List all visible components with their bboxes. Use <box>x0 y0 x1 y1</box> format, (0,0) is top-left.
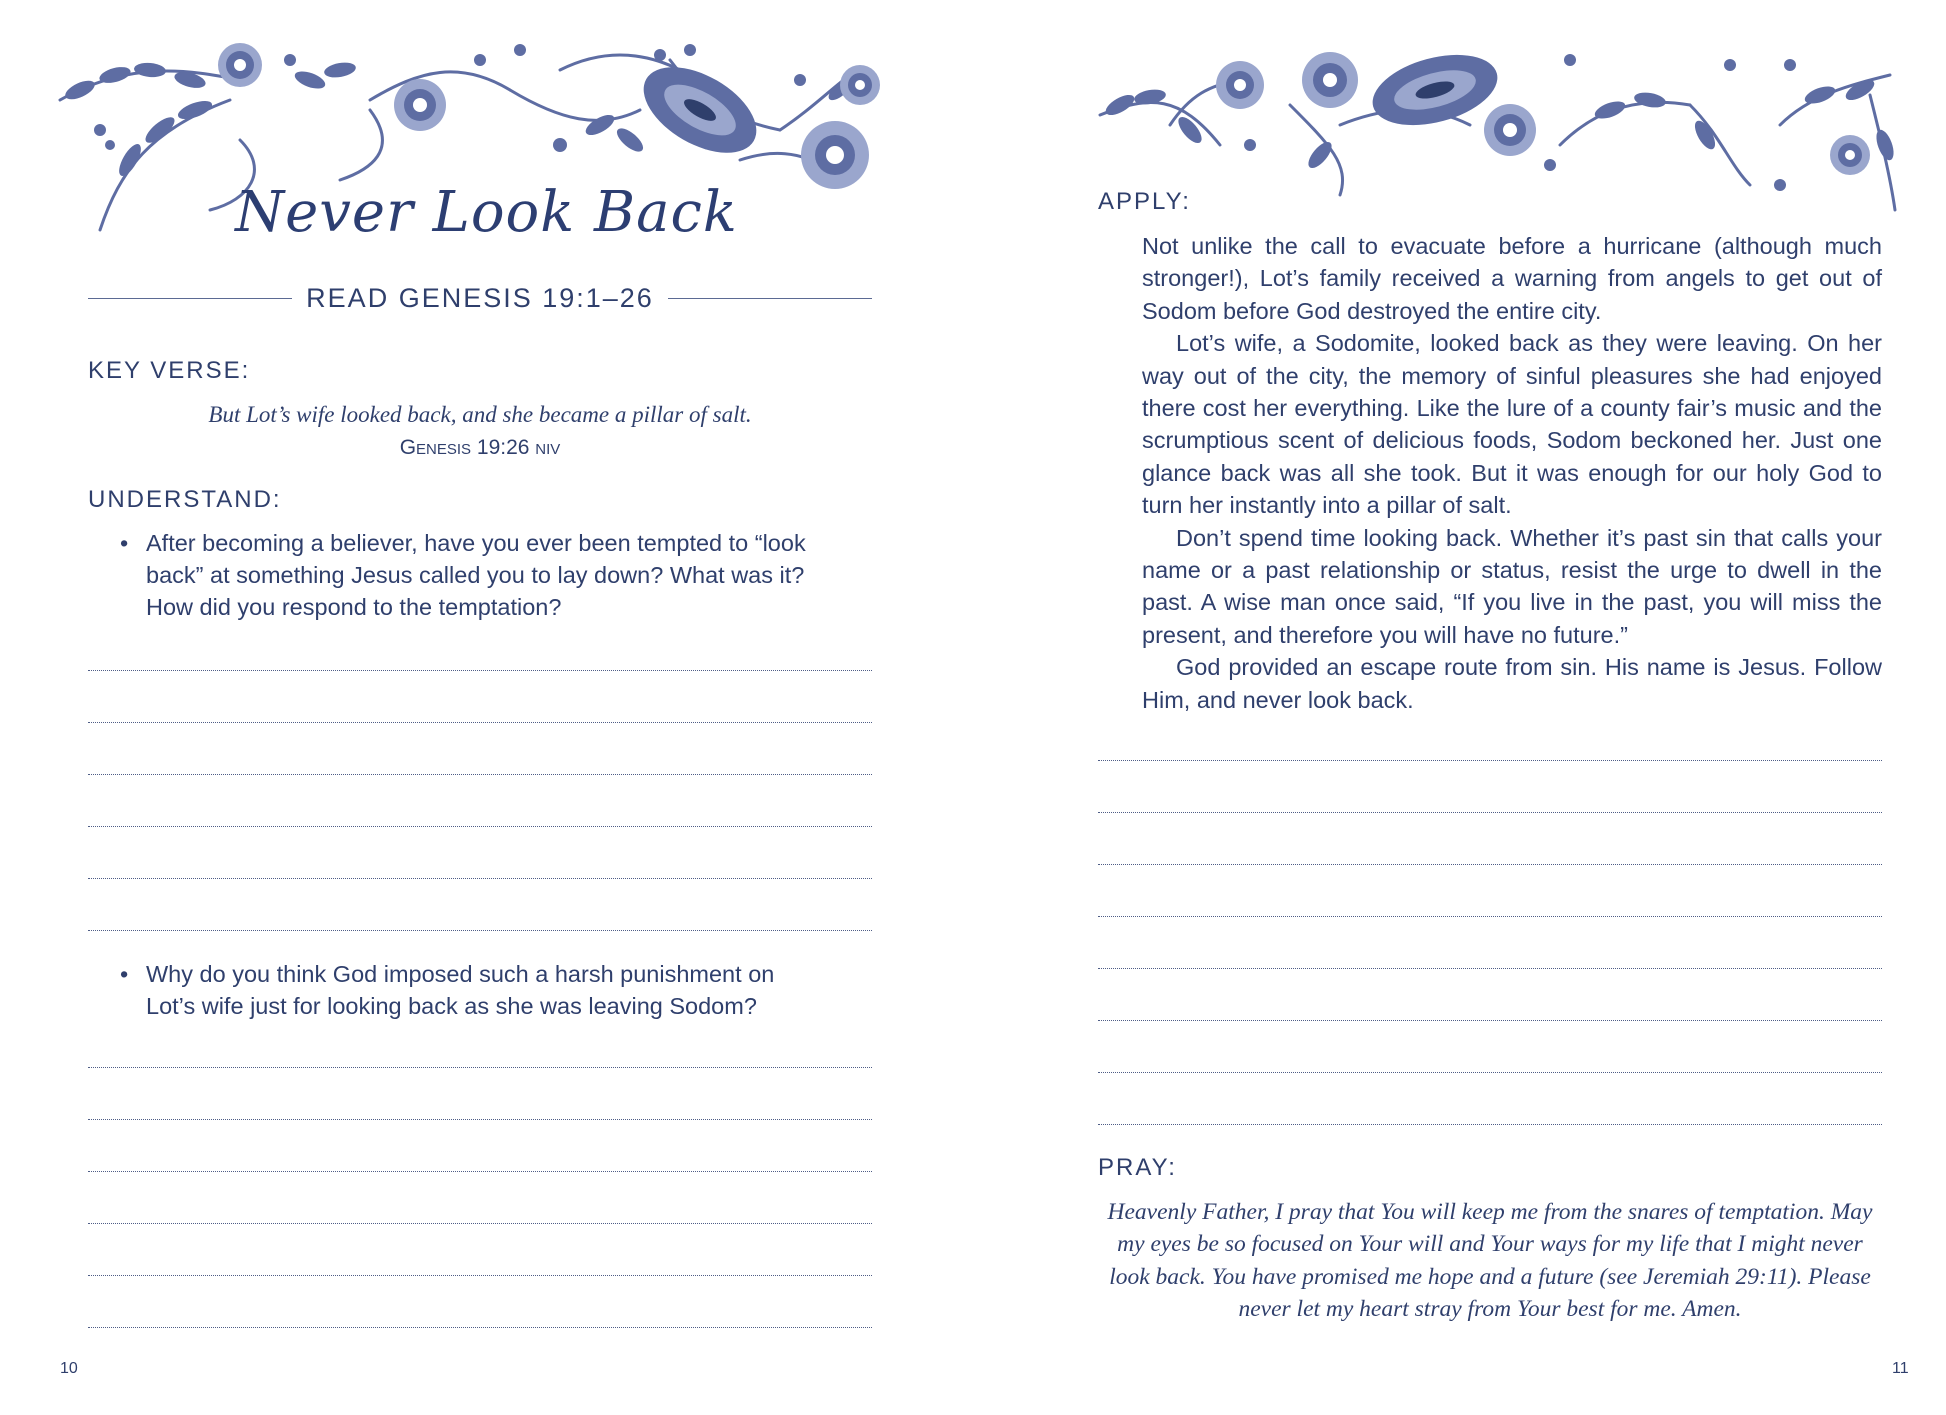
answer-line[interactable] <box>1098 1124 1882 1125</box>
answer-line[interactable] <box>88 1327 872 1328</box>
page-number: 10 <box>60 1360 78 1377</box>
page-title: Never Look Back <box>235 180 738 245</box>
apply-text <box>1142 230 1882 716</box>
answer-line[interactable] <box>88 722 872 723</box>
apply-paragraph: Not unlike the call to evacuate before a hurricane (although much stronger!), Lot’s family received a warning from angels to get out of Sodom before God destroyed the entire city. <box>1142 233 1882 324</box>
divider <box>668 298 872 299</box>
answer-line[interactable] <box>88 1119 872 1120</box>
question-text: After becoming a believer, have you ever been tempted to “look back” at something Jesus called you to lay down? What was it? How did you respond to the temptation? <box>146 530 806 620</box>
answer-line[interactable] <box>1098 916 1882 917</box>
floral-border-right-icon <box>1090 35 1910 215</box>
answer-line[interactable] <box>88 826 872 827</box>
question-item <box>120 958 810 1022</box>
answer-line[interactable] <box>88 1223 872 1224</box>
question-text: Why do you think God imposed such a harsh punishment on Lot’s wife just for looking back as she was leaving Sodom? <box>146 961 775 1019</box>
answer-line[interactable] <box>1098 812 1882 813</box>
answer-line[interactable] <box>1098 864 1882 865</box>
question-item <box>120 527 810 623</box>
answer-line[interactable] <box>88 1171 872 1172</box>
bullet-icon: • <box>120 961 129 987</box>
reading-heading <box>88 278 872 318</box>
divider <box>88 298 292 299</box>
answer-line[interactable] <box>1098 1020 1882 1021</box>
answer-line[interactable] <box>88 930 872 931</box>
key-verse-reference <box>88 436 872 460</box>
apply-paragraph: Don’t spend time looking back. Whether it’s past sin that calls your name or a past relationship or status, resist the urge to dwell in the past. A wise man once said, “If you live in the past, you will miss the present, and therefore you will have no future.” <box>1142 524 1882 648</box>
reference-book: Genesis <box>399 436 472 459</box>
pray-label: PRAY: <box>1098 1154 1177 1181</box>
reference-version: niv <box>535 436 561 459</box>
answer-line[interactable] <box>1098 760 1882 761</box>
page-number: 11 <box>1892 1360 1909 1377</box>
reference-verse: 19:26 <box>476 436 530 459</box>
answer-line[interactable] <box>1098 1072 1882 1073</box>
prayer-text: Heavenly Father, I pray that You will keep me from the snares of temptation. May my eyes be so focused on Your will and Your ways for my life that I might never look back. You have promised me hope and a future (see Jeremiah 29:11). Please never let my heart stray from Your best for me. Amen. <box>1107 1199 1873 1323</box>
answer-line[interactable] <box>88 1067 872 1068</box>
reading-reference: READ GENESIS 19:1–26 <box>306 282 654 313</box>
answer-line[interactable] <box>1098 968 1882 969</box>
understand-label: UNDERSTAND: <box>88 486 282 513</box>
answer-line[interactable] <box>88 670 872 671</box>
apply-label: APPLY: <box>1098 188 1191 215</box>
answer-line[interactable] <box>88 774 872 775</box>
bullet-icon: • <box>120 530 129 556</box>
apply-paragraph: Lot’s wife, a Sodomite, looked back as they were leaving. On her way out of the city, the memory of sinful pleasures she had enjoyed there cost her everything. Like the lure of a county fair’s music and the scrumptious scent of delicious foods, Sodom beckoned her. Just one glance back was all she took. But it was enough for our holy God to turn her instantly into a pillar of salt. <box>1142 330 1882 519</box>
answer-line[interactable] <box>88 1275 872 1276</box>
answer-line[interactable] <box>88 878 872 879</box>
apply-paragraph: God provided an escape route from sin. His name is Jesus. Follow Him, and never look back. <box>1142 654 1882 713</box>
key-verse-text: But Lot’s wife looked back, and she became a pillar of salt. <box>208 402 752 427</box>
key-verse-label: KEY VERSE: <box>88 357 251 384</box>
